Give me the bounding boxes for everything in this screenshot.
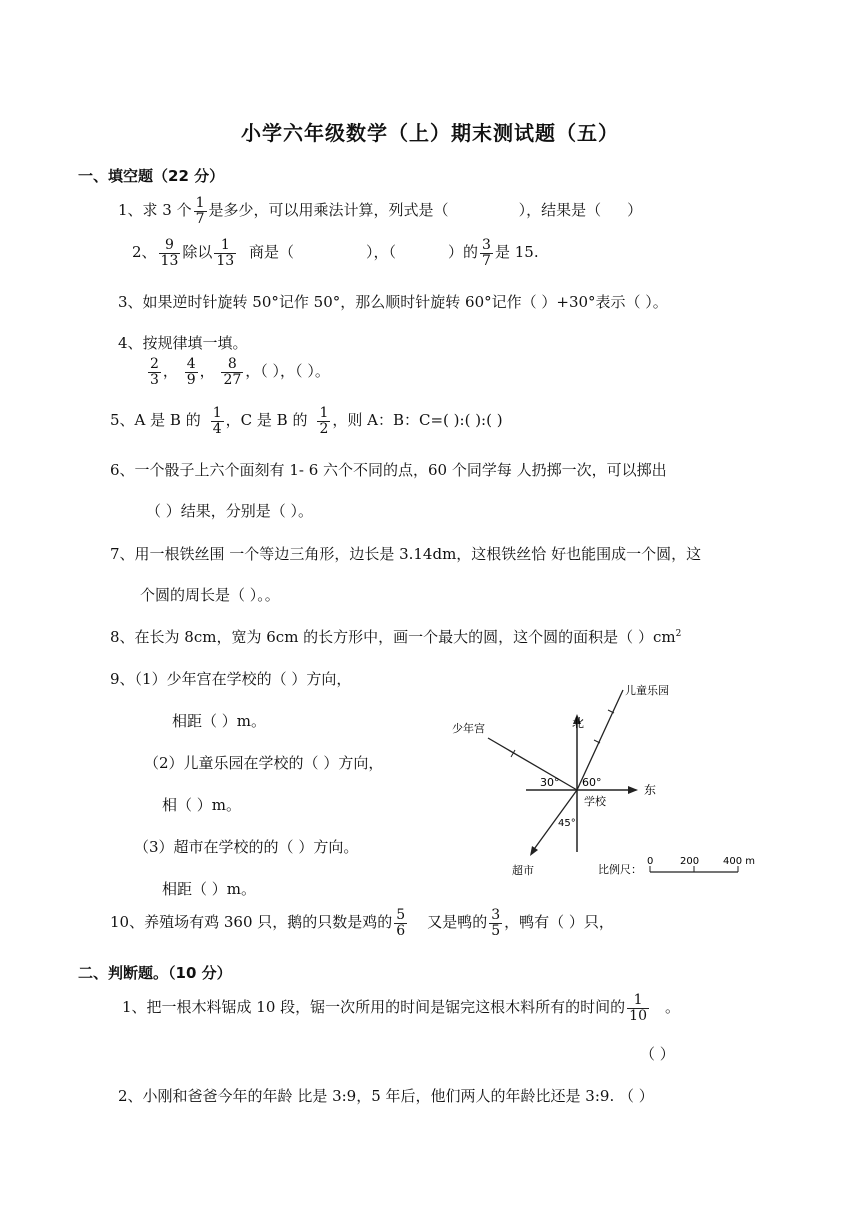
scale-tick-200: 200 bbox=[680, 856, 700, 867]
question-9-part-2-distance: 相（ ）m。 bbox=[162, 796, 241, 814]
j1-fraction: $\frac{1}{10}$ bbox=[629, 992, 647, 1024]
judgement-2: 2、小刚和爸爸今年的年龄 比是 3:9，5 年后，他们两人的年龄比还是 3:9. （ ） bbox=[118, 1087, 654, 1105]
question-4: 4、按规律填一填。 bbox=[118, 334, 248, 352]
q2-text-a: 2、 bbox=[132, 243, 157, 262]
section-true-false-heading: 二、判断题。（10 分） bbox=[78, 964, 232, 982]
q2-text-e: 是 15. bbox=[494, 243, 539, 262]
q2-fraction-1: $\frac{9}{13}$ bbox=[160, 237, 179, 269]
q2-text-d: ）的 bbox=[448, 243, 479, 262]
q4-fraction-2: $\frac{4}{9}$ bbox=[186, 356, 196, 388]
judgement-1: 1、把一根木料锯成 10 段，锯一次所用的时间是锯完这根木料所有的时间的 $\frac{1}{10}$ 。 bbox=[122, 992, 681, 1024]
judgement-1-answer-blank[interactable]: （ ） bbox=[640, 1045, 675, 1063]
question-4-sequence: $\frac{2}{3}$ ， $\frac{4}{9}$ ， $\frac{8}{27}$ ，（ ），（ ）。 bbox=[150, 356, 330, 388]
question-6-line-2: （ ）结果，分别是（ ）。 bbox=[146, 502, 314, 520]
school-label: 学校 bbox=[584, 795, 606, 808]
q2-text-c: ），（ bbox=[366, 243, 397, 262]
north-label: 北 bbox=[572, 716, 585, 730]
q4-fraction-1: $\frac{2}{3}$ bbox=[150, 356, 159, 388]
question-9-part-3-distance: 相距（ ）m。 bbox=[162, 880, 256, 898]
east-label: 东 bbox=[644, 783, 657, 797]
q1-fraction: $\frac{1}{7}$ bbox=[195, 195, 205, 227]
youth-palace-label: 少年宫 bbox=[452, 722, 485, 735]
q4-blanks: （ ），（ ）。 bbox=[260, 362, 330, 381]
q5-fraction-2: $\frac{1}{2}$ bbox=[319, 405, 329, 437]
q1-text-c: ），结果是（ bbox=[518, 201, 602, 220]
q2-fraction-3: $\frac{3}{7}$ bbox=[482, 237, 491, 269]
question-5: 5、A 是 B 的 $\frac{1}{4}$ ，C 是 B 的 $\frac{1}{2}$ ，则 A：B：C=( ):( ):( ) bbox=[110, 405, 503, 437]
direction-map bbox=[440, 680, 820, 890]
question-3: 3、如果逆时针旋转 50°记作 50°，那么顺时针旋转 60°记作（ ）+30°表示（ ）。 bbox=[118, 293, 668, 311]
q2-fraction-2: $\frac{1}{13}$ bbox=[216, 237, 235, 269]
question-2 bbox=[132, 238, 539, 268]
question-8: 8、在长为 8cm，宽为 6cm 的长方形中，画一个最大的圆，这个圆的面积是（ ）$cm^2$ bbox=[110, 628, 682, 646]
question-1 bbox=[118, 196, 642, 226]
question-9-part-1-distance: 相距（ ）m。 bbox=[172, 712, 266, 730]
youth-palace-ray bbox=[488, 738, 577, 790]
scale-tick-400: 400 m bbox=[723, 856, 756, 867]
angle-45-label: 45° bbox=[558, 818, 576, 829]
park-label: 儿童乐园 bbox=[625, 684, 669, 697]
question-6-line-1: 6、一个骰子上六个面刻有 1- 6 六个不同的点，60 个同学每 人扔掷一次，可以掷出 bbox=[110, 461, 667, 479]
question-9-part-2: （2）儿童乐园在学校的（ ）方向， bbox=[144, 754, 384, 772]
angle-30-label: 30° bbox=[540, 776, 560, 789]
q1-text-b: 是多少，可以用乘法计算，列式是（ bbox=[208, 201, 449, 220]
park-ray bbox=[577, 690, 623, 790]
q1-text-d: ） bbox=[627, 201, 643, 220]
question-7-line-1: 7、用一根铁丝围 一个等边三角形，边长是 3.14dm，这根铁丝恰 好也能围成一个圆，这 bbox=[110, 545, 702, 563]
market-label: 超市 bbox=[512, 864, 534, 877]
scale-tick-0: 0 bbox=[647, 856, 654, 867]
q2-text-divide: 除以 bbox=[182, 243, 213, 262]
q10-fraction-2: $\frac{3}{5}$ bbox=[491, 907, 501, 939]
angle-60-label: 60° bbox=[582, 776, 602, 789]
page-title: 小学六年级数学（上）期末测试题（五） bbox=[241, 121, 619, 145]
scale-label: 比例尺： bbox=[598, 863, 642, 876]
q10-fraction-1: $\frac{5}{6}$ bbox=[396, 907, 406, 939]
question-10: 10、养殖场有鸡 360 只，鹅的只数是鸡的 $\frac{5}{6}$ 又是鸭的 $\frac{3}{5}$ ，鸭有（ ）只， bbox=[110, 907, 614, 939]
q5-fraction-1: $\frac{1}{4}$ bbox=[212, 405, 222, 437]
q1-text-a: 1、求 3 个 bbox=[118, 201, 192, 220]
section-fill-blank-heading: 一、填空题（22 分） bbox=[78, 167, 225, 185]
east-arrow-icon bbox=[628, 786, 638, 794]
q2-text-b: 商是（ bbox=[249, 243, 295, 262]
q4-fraction-3: $\frac{8}{27}$ bbox=[223, 356, 242, 388]
question-7-line-2: 个圆的周长是（ ）。。 bbox=[140, 586, 280, 604]
question-9-part-1: 9、（1）少年宫在学校的（ ）方向， bbox=[110, 670, 352, 688]
question-9-part-3: （3）超市在学校的的（ ）方向。 bbox=[134, 838, 359, 856]
